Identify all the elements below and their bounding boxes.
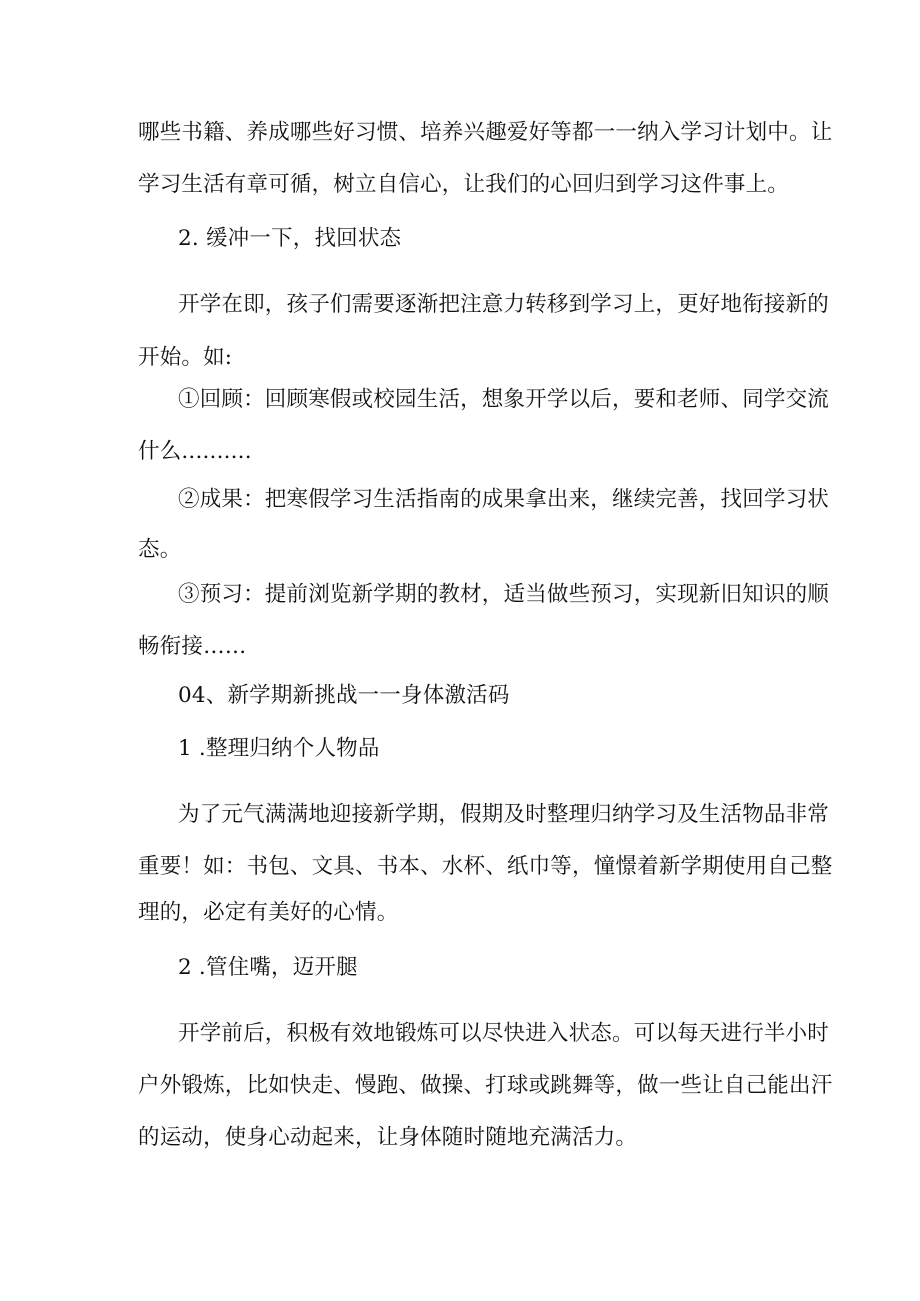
- list-item-preview: ③预习：提前浏览新学期的教材，适当做些预习，实现新旧知识的顺: [178, 582, 830, 607]
- section-heading: 2. 缓冲一下，找回状态: [178, 226, 402, 251]
- section-heading: 04、新学期新挑战一一身体激活码: [178, 683, 510, 708]
- text-line: 理的，必定有美好的心情。: [138, 900, 399, 925]
- text-line: 学习生活有章可循，树立自信心，让我们的心回归到学习这件事上。: [138, 172, 790, 197]
- text-line: 哪些书籍、养成哪些好习惯、培养兴趣爱好等都一一纳入学习计划中。让: [138, 120, 833, 145]
- list-item-results: ②成果：把寒假学习生活指南的成果拿出来，继续完善，找回学习状: [178, 487, 830, 512]
- text-line: 什么..........: [138, 439, 252, 464]
- text-line: 重要！如：书包、文具、书本、水杯、纸巾等，憧憬着新学期使用自己整: [138, 854, 833, 879]
- text-line: 为了元气满满地迎接新学期，假期及时整理归纳学习及生活物品非常: [178, 802, 830, 827]
- subsection-heading: 1 .整理归纳个人物品: [178, 736, 380, 761]
- list-item-review: ①回顾：回顾寒假或校园生活，想象开学以后，要和老师、同学交流: [178, 387, 830, 412]
- text-line: 户外锻炼，比如快走、慢跑、做操、打球或跳舞等，做一些让自己能出汗: [138, 1073, 833, 1098]
- subsection-heading: 2 .管住嘴，迈开腿: [178, 955, 358, 980]
- text-line: 态。: [138, 537, 182, 562]
- text-line: 畅衔接……: [138, 634, 247, 659]
- text-line: 开始。如:: [138, 345, 233, 370]
- text-line: 的运动，使身心动起来，让身体随时随地充满活力。: [138, 1125, 638, 1150]
- text-line: 开学前后，积极有效地锻炼可以尽快进入状态。可以每天进行半小时: [178, 1021, 830, 1046]
- text-line: 开学在即，孩子们需要逐渐把注意力转移到学习上，更好地衔接新的: [178, 292, 830, 317]
